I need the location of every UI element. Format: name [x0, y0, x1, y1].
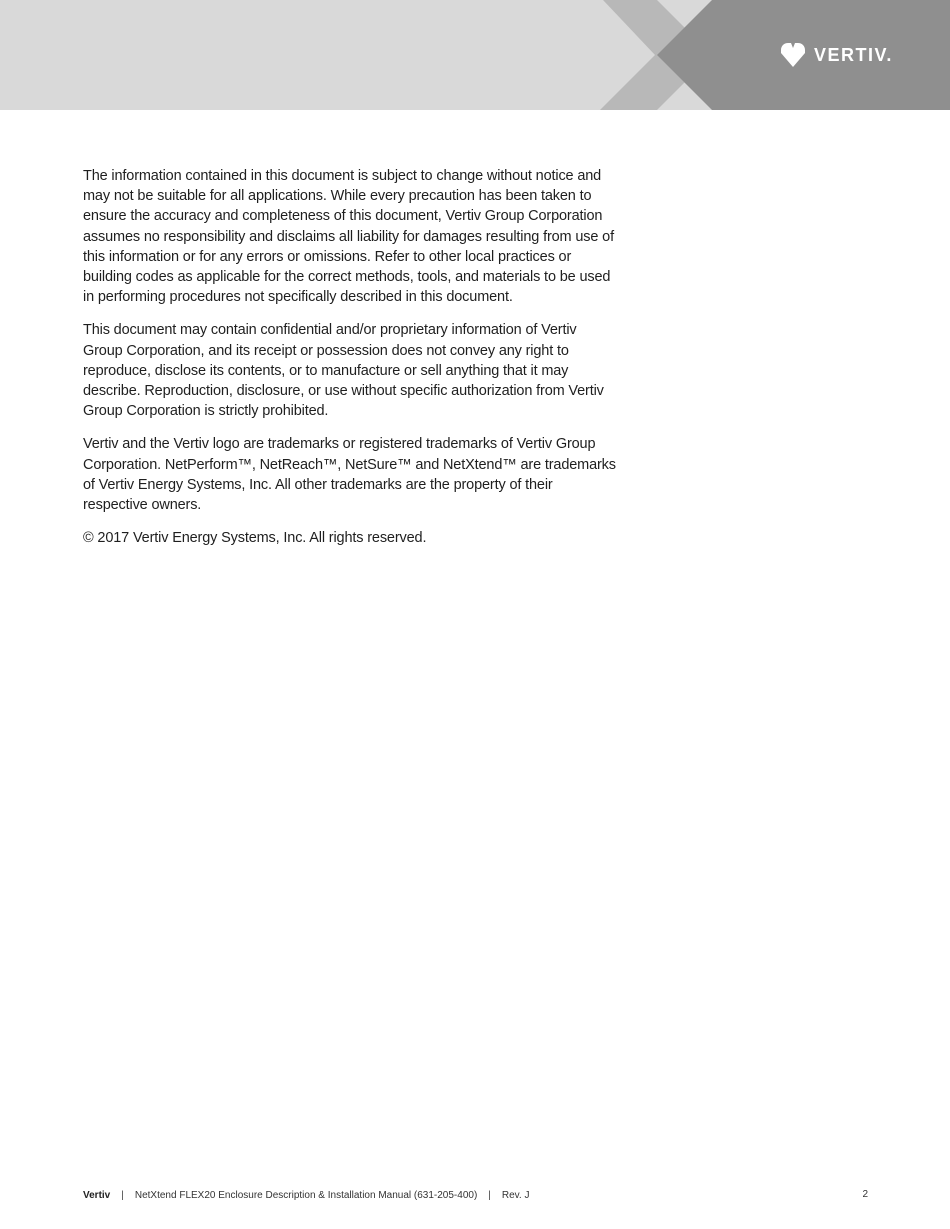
footer-separator: | [121, 1189, 124, 1201]
footer-document-title: NetXtend FLEX20 Enclosure Description & Installation Manual (631-205-400) [134, 1189, 478, 1201]
legal-notice [83, 166, 618, 561]
page-footer [83, 1187, 868, 1203]
paragraph-copyright: © 2017 Vertiv Energy Systems, Inc. All rights reserved. [83, 530, 427, 547]
paragraph-confidentiality: This document may contain confidential and/or proprietary information of Vertiv Group Corporation, and its receipt or possession does not convey any right to reproduce, disclose its contents, or to manufacture or sell anything that it may describe. Reproduction, disclosure, or use without specific authorization from Vertiv Group Corporation is strictly prohibited. [83, 322, 604, 420]
page-number: 2 [862, 1189, 868, 1200]
paragraph-disclaimer: The information contained in this document is subject to change without notice and may not be suitable for all applications. While every precaution has been taken to ensure the accuracy and completeness of this document, Vertiv Group Corporation assumes no responsibility and disclaims all liability for damages resulting from use of this information or for any errors or omissions. Refer to other local practices or building codes as applicable for the correct methods, tools, and materials to be used in performing procedures not specifically described in this document. [83, 168, 614, 306]
footer-revision: Rev. J [501, 1189, 530, 1201]
vertiv-logo [779, 41, 893, 69]
vertiv-v-mark-icon [779, 41, 807, 69]
logo-wordmark: VERTIV. [814, 44, 893, 65]
footer-separator: | [488, 1189, 491, 1201]
footer-brand: Vertiv [83, 1189, 111, 1201]
paragraph-trademarks: Vertiv and the Vertiv logo are trademarks or registered trademarks of Vertiv Group Corporation. NetPerform™, NetReach™, NetSure™ and NetXtend™ are trademarks of Vertiv Energy Systems, Inc. All other trademarks are the property of their respective owners. [83, 436, 616, 514]
